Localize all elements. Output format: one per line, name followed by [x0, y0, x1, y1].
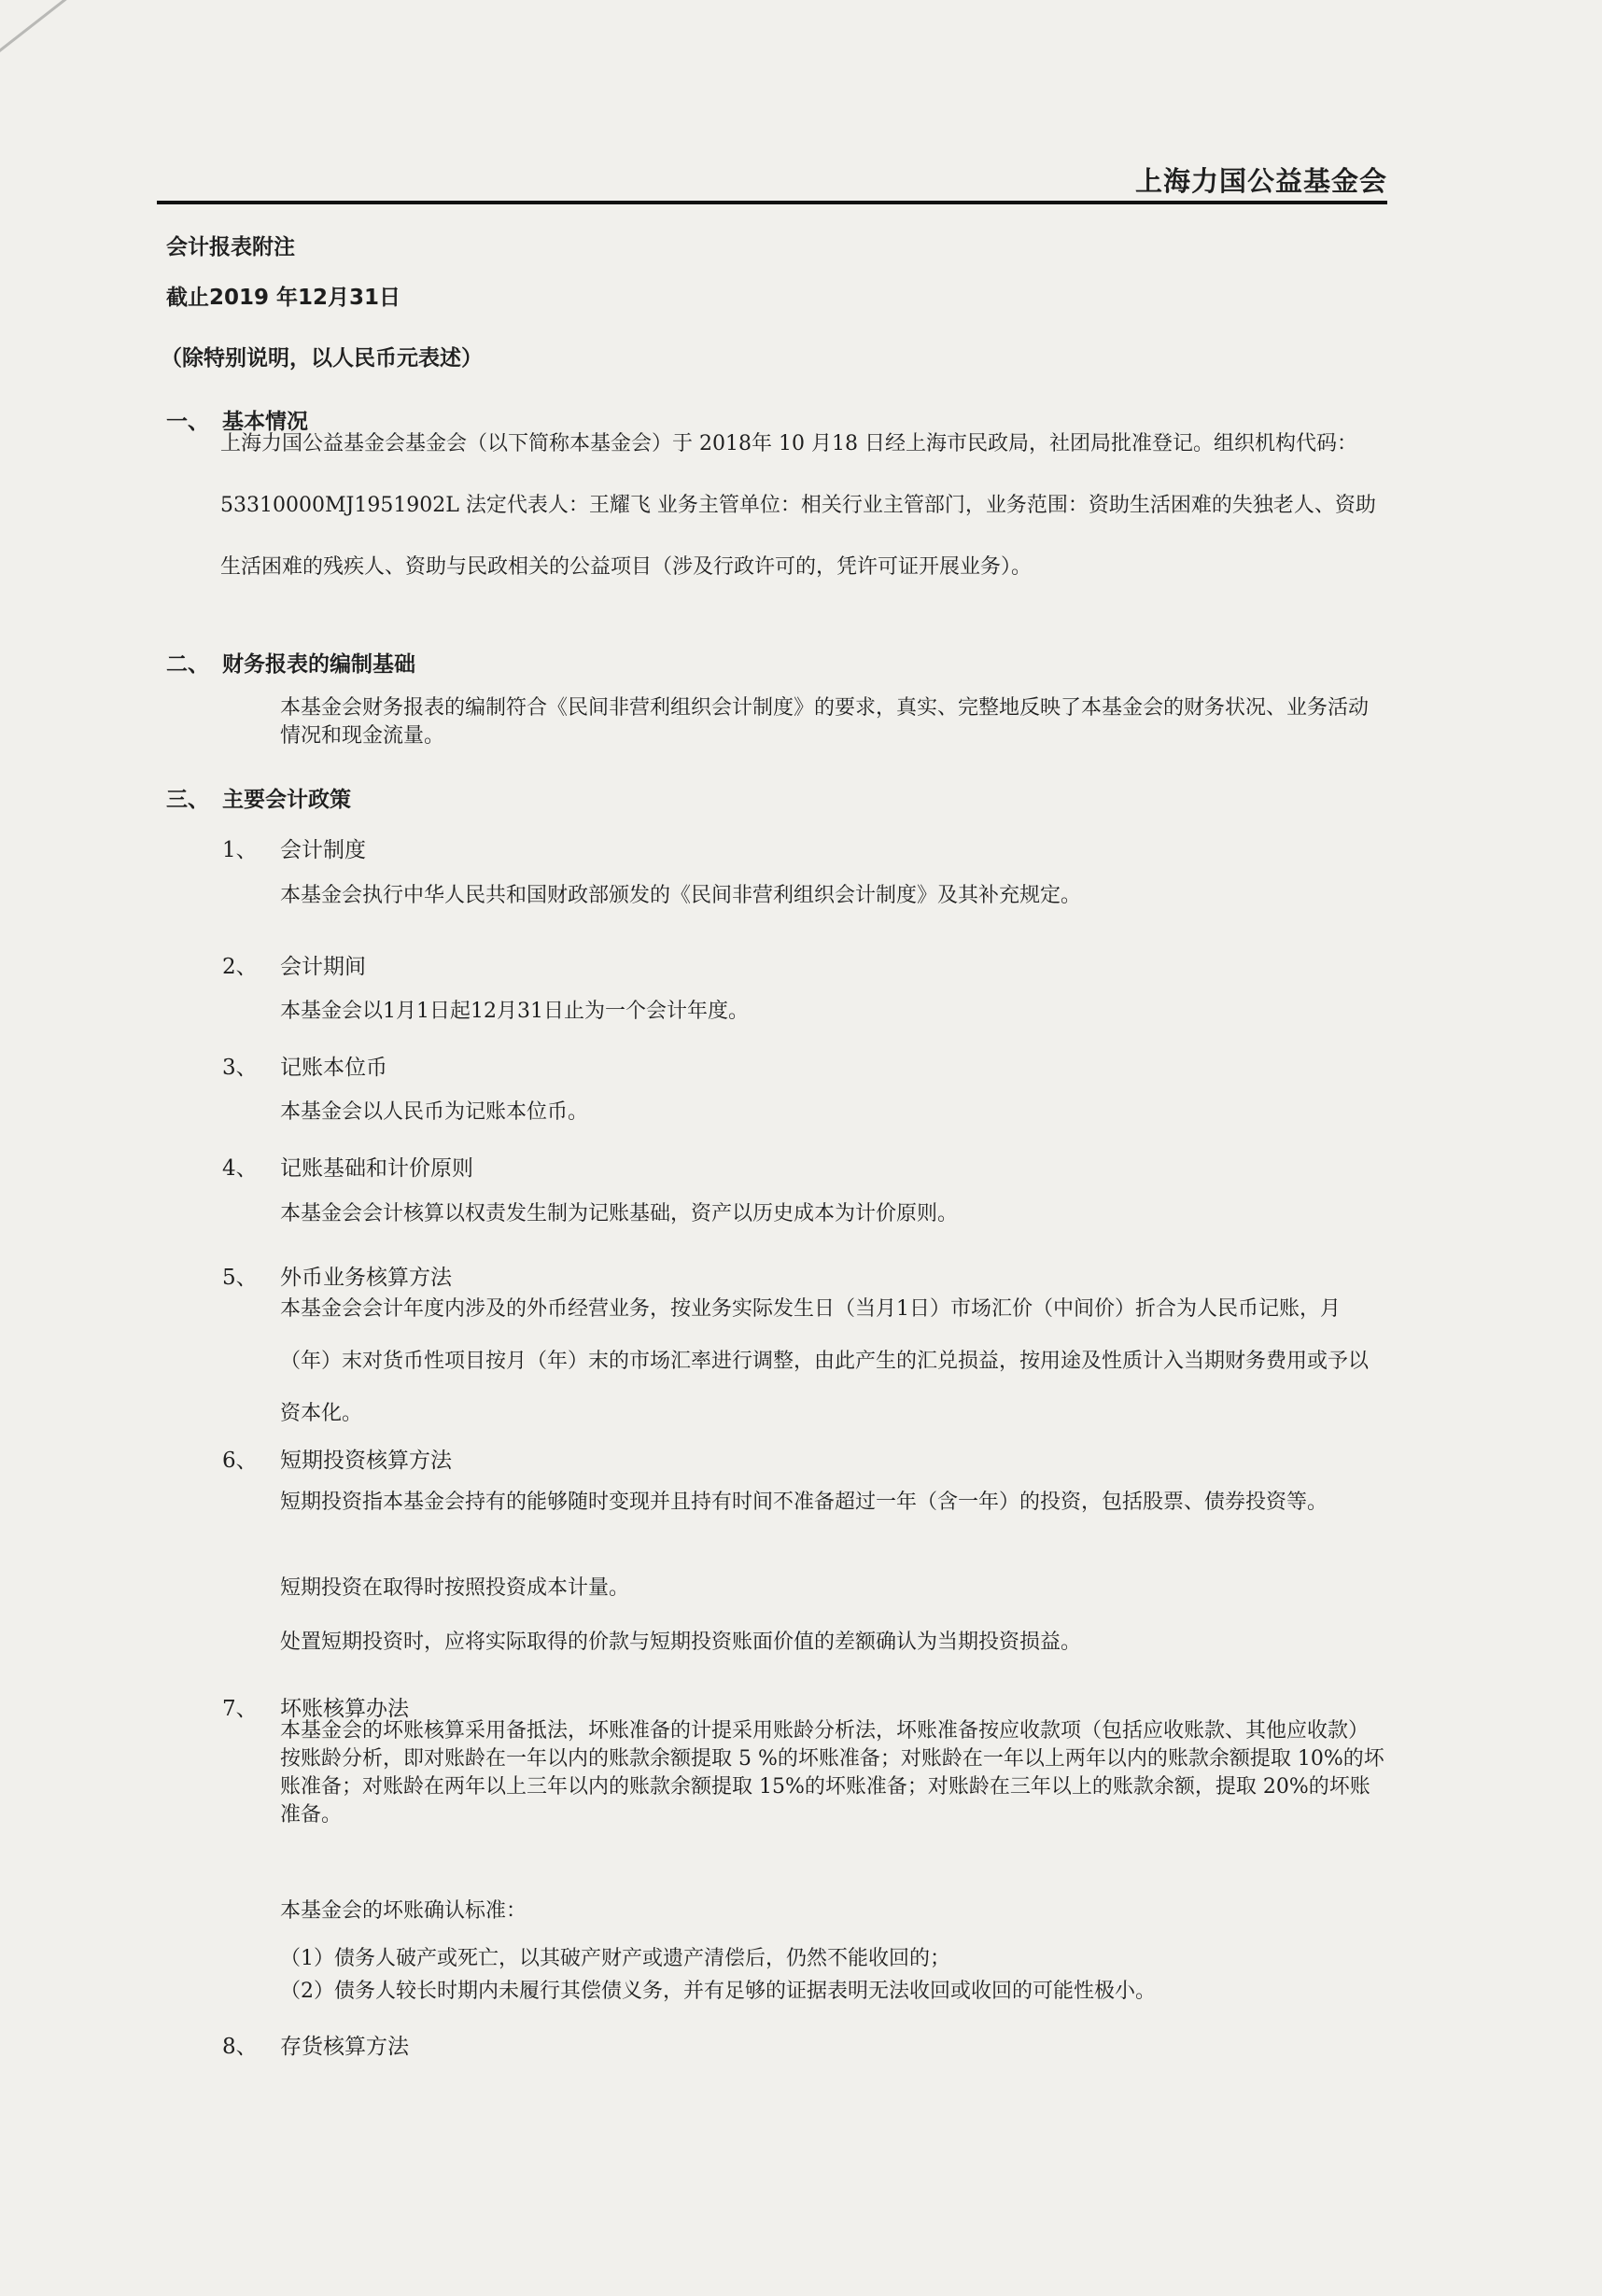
- policy-8-num: 8、: [222, 2035, 258, 2059]
- policy-8-title: 存货核算方法: [280, 2035, 409, 2059]
- policy-7-body: 本基金会的坏账核算采用备抵法，坏账准备的计提采用账龄分析法，坏账准备按应收款项（包括应收账款、其他应收款）按账龄分析，即对账龄在一年以内的账款余额提取 5 %的坏账准备；对账龄在一年以上两年以内的账款余额提取 10%的坏账准备；对账龄在两年以上三年以内的账款余额提取 15%的坏账准备；对账龄在三年以上的账款余额，提取 20%的坏账准备。: [280, 1719, 1384, 1827]
- policy-6-title: 短期投资核算方法: [280, 1449, 452, 1473]
- section-3-heading: [166, 782, 351, 813]
- doc-date: 截止2019 年12月31日: [166, 286, 401, 310]
- doc-title: 会计报表附注: [166, 235, 295, 259]
- policy-8-heading: [222, 2029, 409, 2060]
- section-1-num: 一、: [166, 410, 209, 434]
- policy-3-body: 本基金会以人民币为记账本位币。: [280, 1100, 589, 1124]
- scan-artifact: [0, 0, 184, 58]
- policy-6-body3: 处置短期投资时，应将实际取得的价款与短期投资账面价值的差额确认为当期投资损益。: [280, 1631, 1082, 1654]
- policy-2-title: 会计期间: [280, 955, 366, 979]
- policy-6-heading: [222, 1443, 452, 1474]
- section-1-title: 基本情况: [222, 410, 308, 434]
- policy-4-title: 记账基础和计价原则: [280, 1156, 473, 1181]
- policy-3-heading: [222, 1050, 387, 1081]
- policy-6-body2: 短期投资在取得时按照投资成本计量。: [280, 1576, 630, 1600]
- policy-1-body: 本基金会执行中华人民共和国财政部颁发的《民间非营利组织会计制度》及其补充规定。: [280, 884, 1082, 907]
- section-2-body: 本基金会财务报表的编制符合《民间非营利组织会计制度》的要求，真实、完整地反映了本基金会的财务状况、业务活动情况和现金流量。: [280, 696, 1370, 748]
- policy-4-heading: [222, 1151, 473, 1182]
- policy-5-num: 5、: [222, 1266, 258, 1290]
- policy-2-heading: [222, 949, 366, 980]
- policy-5-title: 外币业务核算方法: [280, 1266, 452, 1290]
- section-2-num: 二、: [166, 652, 209, 677]
- policy-7-criterion-1: （1）债务人破产或死亡，以其破产财产或遗产清偿后，仍然不能收回的；: [280, 1947, 950, 1970]
- policy-6-num: 6、: [222, 1449, 258, 1473]
- policy-7-num: 7、: [222, 1697, 258, 1721]
- policy-3-num: 3、: [222, 1056, 258, 1080]
- section-1-body: 上海力国公益基金会基金会（以下简称本基金会）于 2018年 10 月18 日经上海市民政局，社团局批准登记。组织机构代码：53310000MJ1951902L 法定代表人：王耀飞 业务主管单位：相关行业主管部门，业务范围：资助生活困难的失独老人、资助生活困难的残疾人、资助与民政相关的公益项目（涉及行政许可的，凭许可证开展业务）。: [220, 432, 1376, 579]
- policy-1-num: 1、: [222, 838, 258, 862]
- section-3-num: 三、: [166, 788, 209, 812]
- section-2-heading: [166, 647, 415, 678]
- policy-4-num: 4、: [222, 1156, 258, 1181]
- header-divider: [157, 201, 1387, 204]
- policy-1-heading: [222, 833, 366, 863]
- policy-1-title: 会计制度: [280, 838, 366, 862]
- policy-5-body: 本基金会会计年度内涉及的外币经营业务，按业务实际发生日（当月1日）市场汇价（中间价）折合为人民币记账，月（年）末对货币性项目按月（年）末的市场汇率进行调整，由此产生的汇兑损益，按用途及性质计入当期财务费用或予以资本化。: [280, 1297, 1370, 1425]
- policy-2-num: 2、: [222, 955, 258, 979]
- policy-3-title: 记账本位币: [280, 1056, 387, 1080]
- header-org-name: 上海力国公益基金会: [1134, 165, 1387, 197]
- policy-6-body: 短期投资指本基金会持有的能够随时变现并且持有时间不准备超过一年（含一年）的投资，包括股票、债券投资等。: [280, 1491, 1328, 1514]
- policy-7-standard-title: 本基金会的坏账确认标准：: [280, 1899, 527, 1923]
- section-2-title: 财务报表的编制基础: [222, 652, 415, 677]
- doc-currency-note: （除特别说明，以人民币元表述）: [161, 346, 483, 371]
- policy-4-body: 本基金会会计核算以权责发生制为记账基础，资产以历史成本为计价原则。: [280, 1202, 959, 1225]
- section-3-title: 主要会计政策: [222, 788, 351, 812]
- policy-7-criterion-2: （2）债务人较长时期内未履行其偿债义务，并有足够的证据表明无法收回或收回的可能性极小。: [280, 1980, 1157, 2003]
- policy-2-body: 本基金会以1月1日起12月31日止为一个会计年度。: [280, 1000, 749, 1023]
- policy-7-title: 坏账核算办法: [280, 1697, 409, 1721]
